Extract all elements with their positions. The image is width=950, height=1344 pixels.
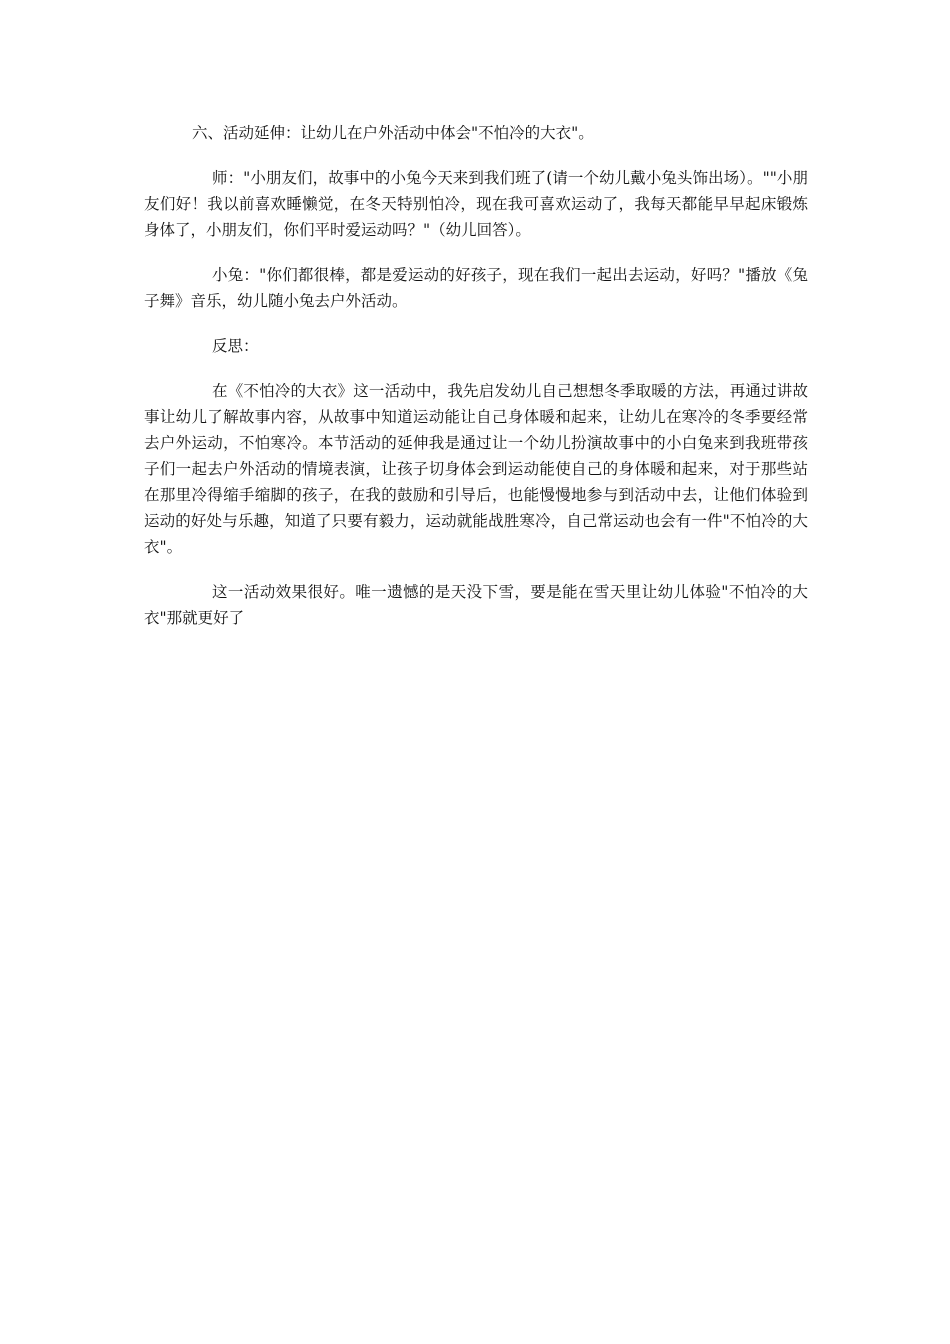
paragraph-reflection-body: 在《不怕冷的大衣》这一活动中，我先启发幼儿自己想想冬季取暖的方法，再通过讲故事让幼儿了解故事内容，从故事中知道运动能让自己身体暖和起来，让幼儿在寒冷的冬季要经常去户外运动，不怕寒冷。本节活动的延伸我是通过让一个幼儿扮演故事中的小白兔来到我班带孩子们一起去户外活动的情境表演，让孩子切身体会到运动能使自己的身体暖和起来，对于那些站在那里冷得缩手缩脚的孩子，在我的鼓励和引导后，也能慢慢地参与到活动中去，让他们体验到运动的好处与乐趣，知道了只要有毅力，运动就能战胜寒冷，自己常运动也会有一件"不怕冷的大衣"。 — [144, 382, 808, 556]
document-body — [144, 120, 808, 650]
paragraph-rabbit-dialogue: 小兔："你们都很棒，都是爱运动的好孩子，现在我们一起出去运动，好吗？"播放《兔子舞》音乐，幼儿随小兔去户外活动。 — [144, 266, 808, 310]
paragraph-teacher-dialogue: 师："小朋友们，故事中的小兔今天来到我们班了(请一个幼儿戴小兔头饰出场）。""小朋友们好！我以前喜欢睡懒觉，在冬天特别怕冷，现在我可喜欢运动了，我每天都能早早起床锻炼身体了，小朋友们，你们平时爱运动吗？"（幼儿回答）。 — [144, 169, 808, 239]
paragraph-reflection-heading: 反思： — [212, 337, 259, 355]
paragraph-activity-extension: 六、活动延伸：让幼儿在户外活动中体会"不怕冷的大衣"。 — [192, 124, 594, 142]
paragraph-conclusion: 这一活动效果很好。唯一遗憾的是天没下雪，要是能在雪天里让幼儿体验"不怕冷的大衣"那就更好了 — [144, 583, 808, 627]
